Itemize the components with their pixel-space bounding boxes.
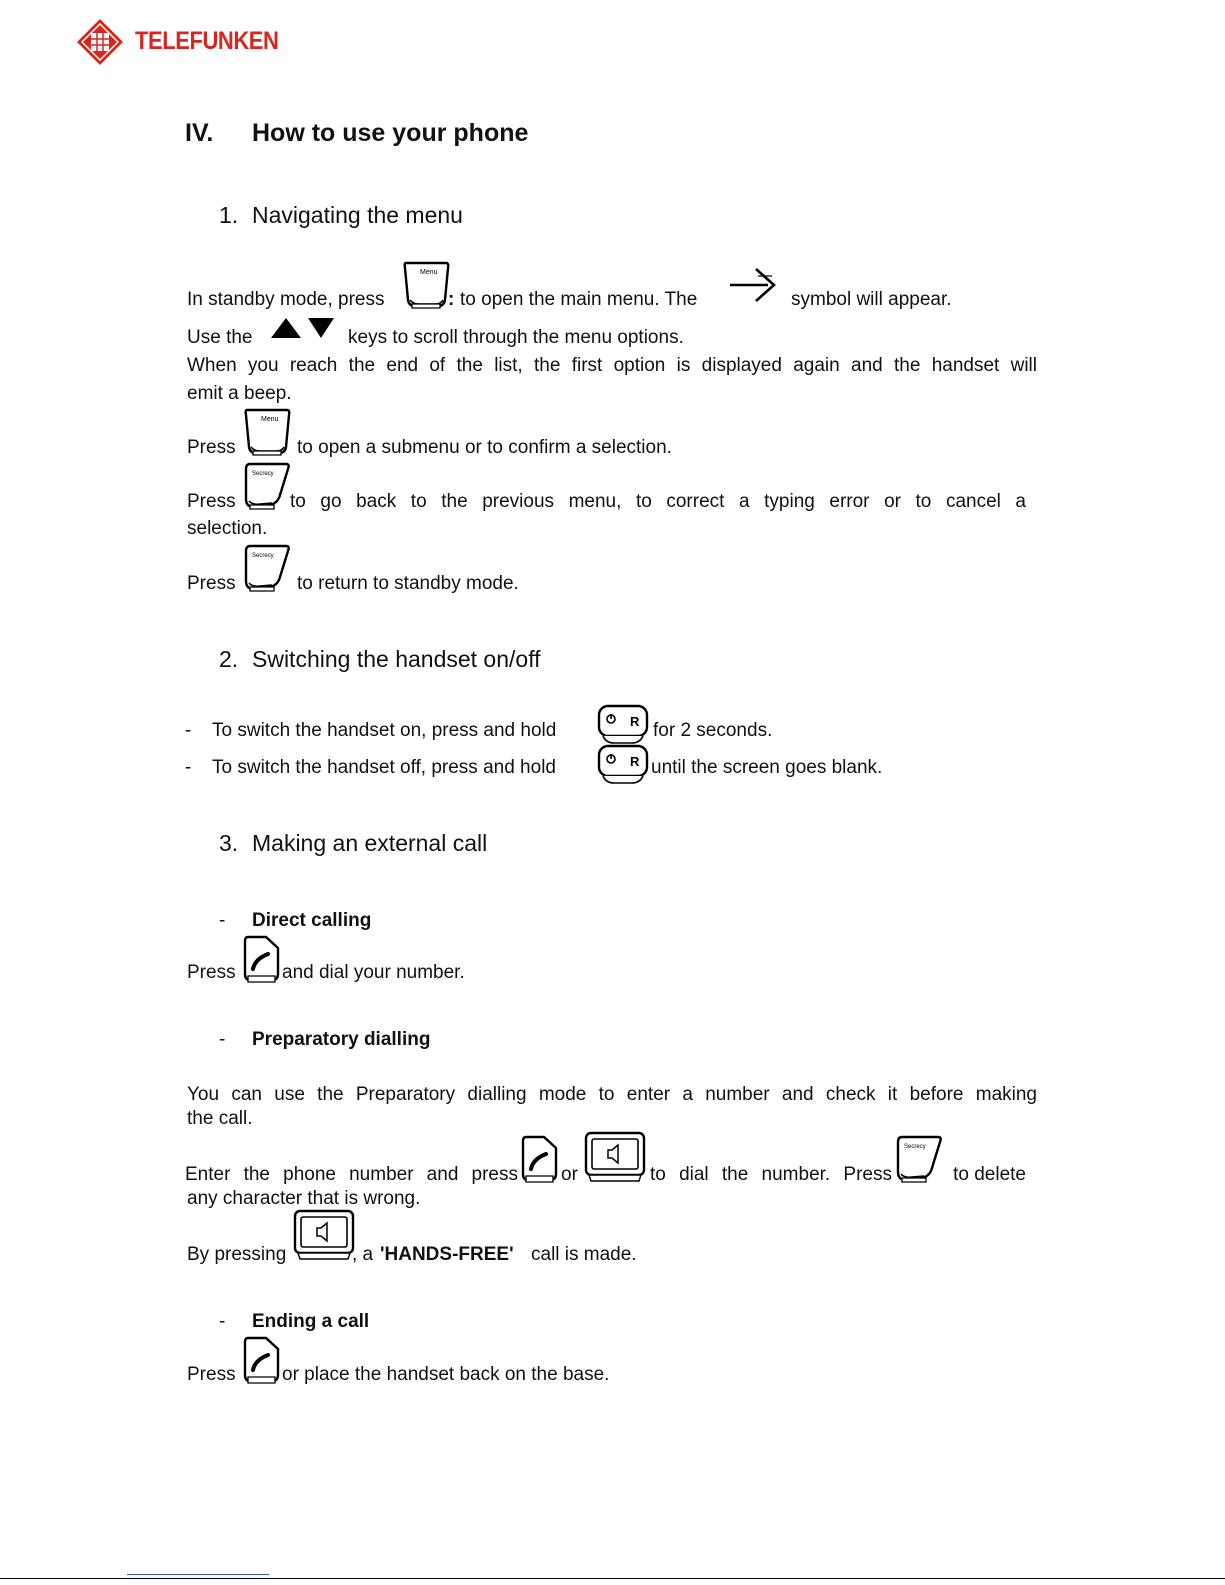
- prep-line3-middle: to dial the number. Press: [650, 1164, 892, 1185]
- prep-line3-end: to delete: [953, 1164, 1026, 1185]
- prep-line3-or: or: [561, 1164, 578, 1185]
- prep-line2: the call.: [187, 1108, 253, 1129]
- direct-line-start: Press: [187, 962, 236, 983]
- nav-line2-end: keys to scroll through the menu options.: [348, 327, 684, 348]
- nav-line6-end: to go back to the previous menu, to correct a typing error or to cancel a: [290, 491, 1026, 512]
- direct-line-end: and dial your number.: [282, 962, 465, 983]
- menu-key-label: Menu: [420, 269, 438, 276]
- brand-name: TELEFUNKEN: [135, 27, 279, 55]
- secrecy-key-label: Secrecy: [904, 1144, 926, 1150]
- section-number: IV.: [185, 119, 214, 147]
- power-key-icon: [596, 743, 650, 787]
- switch-off-end: until the screen goes blank.: [651, 757, 883, 778]
- section-title: How to use your phone: [252, 119, 529, 147]
- nav-line5-start: Press: [187, 437, 236, 458]
- nav-line1-end: symbol will appear.: [791, 289, 952, 310]
- menu-key-icon: [242, 407, 292, 457]
- secrecy-key-icon: [894, 1134, 944, 1184]
- prep-line3-start: Enter the phone number and press: [185, 1164, 518, 1185]
- talk-key-icon: [242, 1335, 282, 1385]
- telefunken-logo-icon: [76, 18, 124, 66]
- secrecy-key-icon: [242, 461, 292, 511]
- nav-line1-middle: to open the main menu. The: [460, 289, 698, 310]
- power-key-icon: [596, 703, 650, 747]
- talk-key-icon: [520, 1134, 560, 1184]
- switch-on-start: To switch the handset on, press and hold: [212, 720, 557, 741]
- end-line-start: Press: [187, 1364, 236, 1385]
- bullet-dash: -: [185, 757, 192, 778]
- nav-line1-start: In standby mode, press: [187, 289, 385, 310]
- nav-line6-start: Press: [187, 491, 236, 512]
- secrecy-key-icon: [242, 543, 292, 593]
- hands-free-label: 'HANDS-FREE': [380, 1244, 514, 1265]
- nav-line3: When you reach the end of the list, the first option is displayed again and the handset will: [187, 355, 1037, 376]
- up-down-arrow-keys-icon: [270, 315, 338, 341]
- hands-free-end: call is made.: [531, 1244, 637, 1265]
- heading-number-3: 3.: [219, 830, 239, 856]
- menu-arrow-symbol-icon: [728, 265, 778, 305]
- talk-key-icon: [242, 934, 282, 984]
- subheading-ending-call: Ending a call: [252, 1311, 370, 1332]
- nav-line4: emit a beep.: [187, 383, 292, 404]
- speaker-key-icon: [292, 1208, 356, 1262]
- subheading-dash: -: [219, 1029, 226, 1050]
- switch-off-start: To switch the handset off, press and hold: [212, 757, 556, 778]
- subheading-preparatory-dialling: Preparatory dialling: [252, 1029, 431, 1050]
- end-line-end: or place the handset back on the base.: [282, 1364, 610, 1385]
- heading-number-1: 1.: [219, 202, 239, 228]
- subheading-dash: -: [219, 1311, 226, 1332]
- heading-switching-handset: Switching the handset on/off: [252, 646, 541, 672]
- nav-line5-end: to open a submenu or to confirm a selection.: [297, 437, 672, 458]
- secrecy-key-label: Secrecy: [252, 553, 274, 559]
- prep-line4: any character that is wrong.: [187, 1188, 421, 1209]
- bullet-dash: -: [185, 720, 192, 741]
- subheading-dash: -: [219, 910, 226, 931]
- hands-free-comma: , a: [352, 1244, 374, 1265]
- prep-line1: You can use the Preparatory dialling mode to enter a number and check it before making: [187, 1084, 1037, 1105]
- subheading-direct-calling: Direct calling: [252, 910, 372, 931]
- heading-number-2: 2.: [219, 646, 239, 672]
- footer-link-underline: [127, 1574, 269, 1575]
- hands-free-start: By pressing: [187, 1244, 287, 1265]
- speaker-key-icon: [583, 1130, 647, 1184]
- nav-line2-start: Use the: [187, 327, 253, 348]
- nav-line8-end: to return to standby mode.: [297, 573, 519, 594]
- heading-external-call: Making an external call: [252, 830, 488, 856]
- menu-key-icon: [401, 260, 451, 310]
- nav-line1-colon: :: [448, 289, 455, 310]
- secrecy-key-label: Secrecy: [252, 471, 274, 477]
- nav-line8-start: Press: [187, 573, 236, 594]
- menu-key-label: Menu: [261, 416, 279, 423]
- heading-navigating-menu: Navigating the menu: [252, 202, 463, 228]
- nav-line7: selection.: [187, 518, 268, 539]
- switch-on-end: for 2 seconds.: [653, 720, 773, 741]
- footer-divider: [0, 1578, 1225, 1579]
